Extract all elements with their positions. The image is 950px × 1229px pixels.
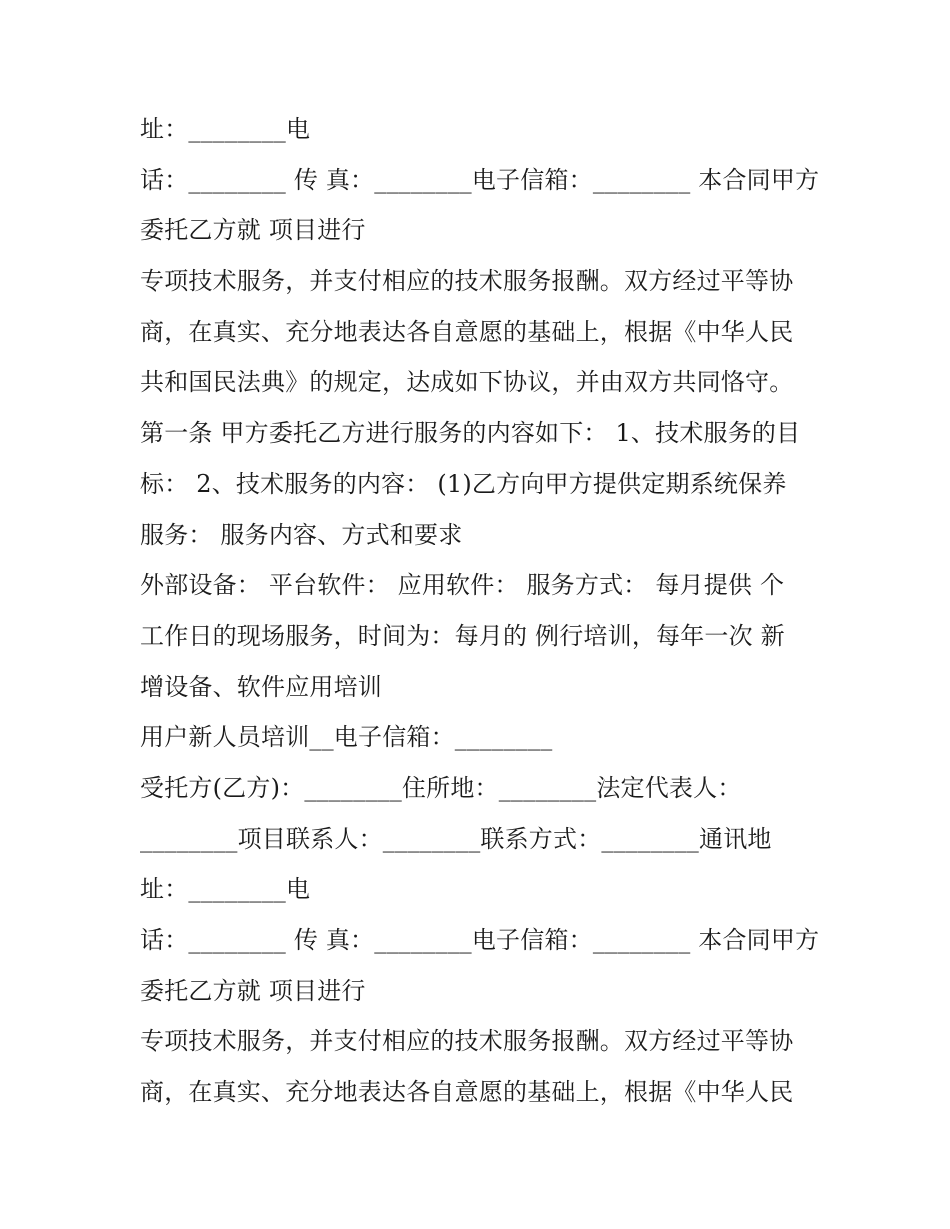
text-line: 用户新人员培训__电子信箱：________	[140, 723, 553, 752]
text-line: ________项目联系人：________联系方式：________通讯地	[140, 824, 772, 853]
text-line: 服务： 服务内容、方式和要求	[140, 520, 463, 549]
text-line: 话：________ 传 真：________电子信箱：________ 本合同甲方	[140, 165, 820, 194]
text-line: 委托乙方就 项目进行	[140, 976, 366, 1005]
text-line: 外部设备： 平台软件： 应用软件： 服务方式： 每月提供 个	[140, 571, 785, 600]
text-line: 专项技术服务，并支付相应的技术服务报酬。双方经过平等协	[140, 1027, 794, 1056]
contract-body-text	[140, 104, 830, 1118]
text-line: 址：________电	[140, 115, 311, 143]
text-line: 第一条 甲方委托乙方进行服务的内容如下： 1、技术服务的目	[140, 419, 801, 448]
text-line: 共和国民法典》的规定，达成如下协议，并由双方共同恪守。	[140, 368, 794, 397]
text-line: 址：________电	[140, 875, 311, 904]
text-line: 话：________ 传 真：________电子信箱：________ 本合同甲方	[140, 926, 820, 954]
text-line: 商，在真实、充分地表达各自意愿的基础上，根据《中华人民	[140, 317, 794, 346]
text-line: 委托乙方就 项目进行	[140, 216, 366, 245]
text-line: 专项技术服务，并支付相应的技术服务报酬。双方经过平等协	[140, 267, 794, 296]
text-line: 工作日的现场服务，时间为：每月的 例行培训，每年一次 新	[140, 621, 785, 650]
text-line: 受托方(乙方)：________住所地：________法定代表人：	[140, 773, 742, 802]
text-line: 商，在真实、充分地表达各自意愿的基础上，根据《中华人民	[140, 1078, 794, 1107]
text-line: 标： 2、技术服务的内容： (1)乙方向甲方提供定期系统保养	[140, 469, 787, 498]
text-line: 增设备、软件应用培训	[140, 672, 382, 701]
